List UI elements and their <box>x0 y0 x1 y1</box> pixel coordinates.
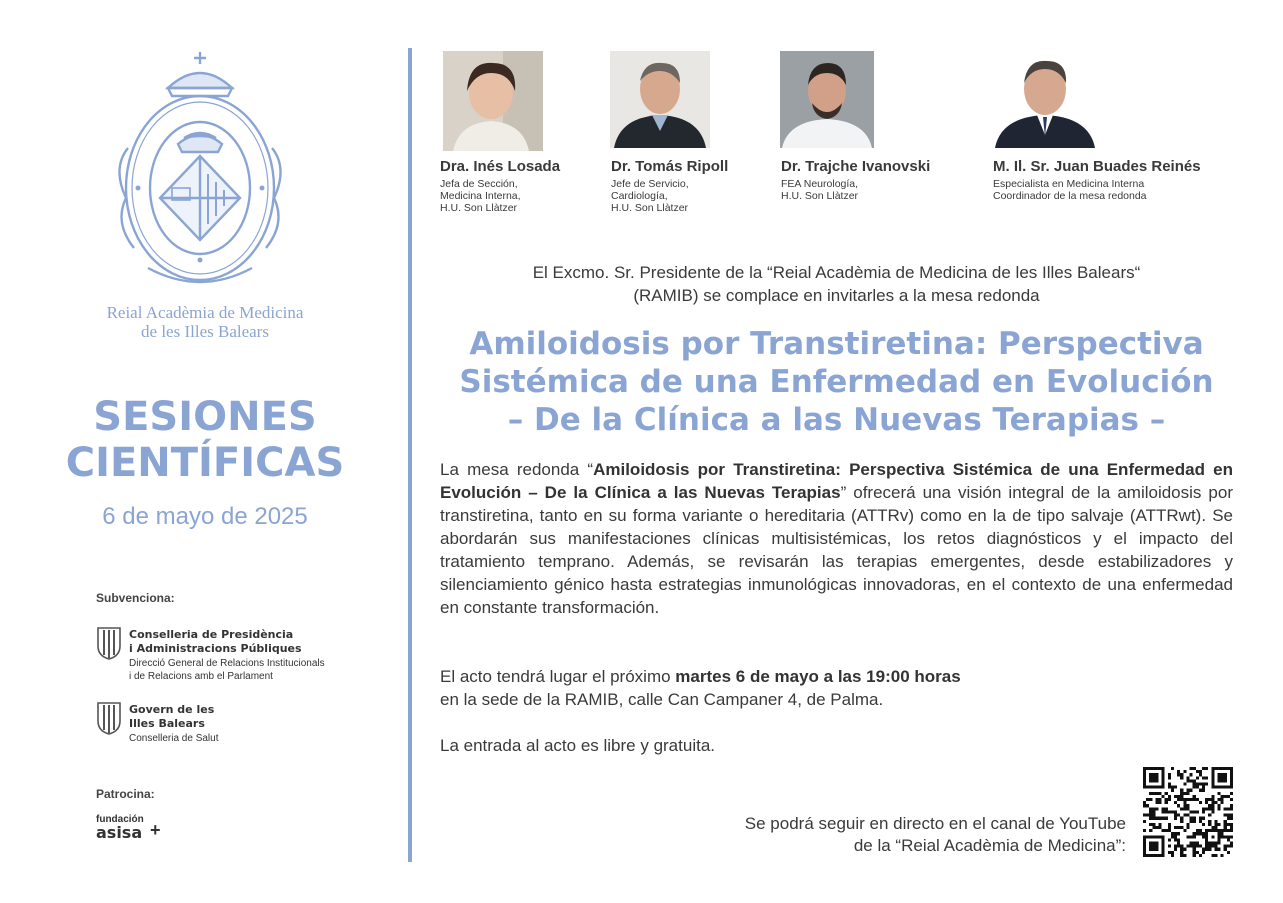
speaker-role-4-line2: Coordinador de la mesa redonda <box>993 190 1147 202</box>
youtube-note <box>560 813 1126 857</box>
speaker-photo-4 <box>993 51 1097 148</box>
speaker-role-3-line2: H.U. Son Llàtzer <box>781 190 859 202</box>
description-rest: ” ofrecerá una visión integral de la amiloidosis por transtiretina, tanto en su forma variante o hereditaria (ATTRv) como en la de tipo salvaje (ATTRwt). Se abordarán sus manifestaciones clínicas multisistémicas, los retos diagnósticos y el impacto del tratamiento temprano. Además, se revisarán las terapias emergentes, desde estabilizadores y silenciamiento génico hasta estrategias inmunológicas innovadoras, en el contexto de una enfermedad en constante transformación. <box>440 483 1233 617</box>
org1-line2: i Administracions Públiques <box>129 642 302 655</box>
youtube-line1: Se podrá seguir en directo en el canal de YouTube <box>744 814 1126 833</box>
venue-paragraph <box>440 665 1233 711</box>
description-lead: La mesa redonda “ <box>440 460 594 479</box>
invitation-line2: (RAMIB) se complace en invitarles a la mesa redonda <box>633 286 1040 305</box>
speaker-role-2-line1: Jefe de Servicio, <box>611 178 689 190</box>
patron-plus-icon: + <box>150 820 161 840</box>
speaker-role-2 <box>611 178 689 214</box>
youtube-qr-code[interactable] <box>1143 767 1233 857</box>
speaker-role-1-line1: Jefa de Sección, <box>440 178 518 190</box>
vertical-divider <box>408 48 412 862</box>
headline-line2: Sistémica de una Enfermedad en Evolución <box>459 364 1214 400</box>
speaker-name-2: Dr. Tomás Ripoll <box>611 158 729 175</box>
speaker-photo-1 <box>443 51 543 151</box>
org2-line3: Conselleria de Salut <box>129 733 219 744</box>
series-title-line1: SESIONES <box>93 394 317 440</box>
venue-when: martes 6 de mayo a las 19:00 horas <box>675 667 961 686</box>
description-bold-title: Amiloidosis por Transtiretina: Perspectiva Sistémica de una Enfermedad en Evolución – De la Clínica a las Nuevas Terapias <box>440 460 1233 502</box>
org1-line3: Direcció General de Relacions Institucionals <box>129 658 325 669</box>
speaker-name-4: M. Il. Sr. Juan Buades Reinés <box>993 158 1201 175</box>
speaker-role-2-line3: H.U. Son Llàtzer <box>611 202 689 214</box>
speaker-role-2-line2: Cardiología, <box>611 190 668 202</box>
speaker-photo-3 <box>780 51 874 148</box>
subvenciona-label: Subvenciona: <box>96 591 175 605</box>
youtube-line2: de la “Reial Acadèmia de Medicina”: <box>853 836 1126 855</box>
event-headline <box>440 325 1233 439</box>
patrocina-label: Patrocina: <box>96 787 155 801</box>
speaker-role-4 <box>993 178 1147 202</box>
govern-emblem-icon <box>96 701 122 735</box>
invitation-line1: El Excmo. Sr. Presidente de la “Reial Acadèmia de Medicina de les Illes Balears“ <box>532 263 1141 282</box>
org1-line1: Conselleria de Presidència <box>129 628 294 641</box>
speaker-name-3: Dr. Trajche Ivanovski <box>781 158 931 175</box>
description-paragraph <box>440 458 1233 619</box>
academy-name-line2: de les Illes Balears <box>141 322 269 341</box>
speaker-role-1-line3: H.U. Son Llàtzer <box>440 202 518 214</box>
speaker-photo-2 <box>610 51 710 148</box>
headline-line3: – De la Clínica a las Nuevas Terapias – <box>507 402 1166 438</box>
speaker-role-1 <box>440 178 521 214</box>
invitation-text <box>440 261 1233 307</box>
org2-line1: Govern de les <box>129 703 215 716</box>
patron-logo-main: asisa <box>96 823 143 842</box>
org1-line4: i de Relacions amb el Parlament <box>129 671 273 682</box>
entry-note: La entrada al acto es libre y gratuita. <box>440 736 715 755</box>
academy-seal-logo <box>108 48 292 292</box>
series-title-line2: CIENTÍFICAS <box>65 440 345 486</box>
org2-line2: Illes Balears <box>129 717 205 730</box>
venue-where: en la sede de la RAMIB, calle Can Campaner 4, de Palma. <box>440 690 884 709</box>
speaker-role-4-line1: Especialista en Medicina Interna <box>993 178 1145 190</box>
patron-logo-top: fundación <box>96 814 144 825</box>
event-date: 6 de mayo de 2025 <box>102 503 308 530</box>
headline-line1: Amiloidosis por Transtiretina: Perspectiva <box>469 326 1204 362</box>
speaker-role-1-line2: Medicina Interna, <box>440 190 521 202</box>
speaker-role-3-line1: FEA Neurología, <box>781 178 859 190</box>
academy-name-line1: Reial Acadèmia de Medicina <box>106 303 304 322</box>
balearic-government-emblem-icon <box>96 626 122 660</box>
speaker-name-1: Dra. Inés Losada <box>440 158 561 175</box>
venue-lead: El acto tendrá lugar el próximo <box>440 667 676 686</box>
speaker-role-3 <box>781 178 858 202</box>
